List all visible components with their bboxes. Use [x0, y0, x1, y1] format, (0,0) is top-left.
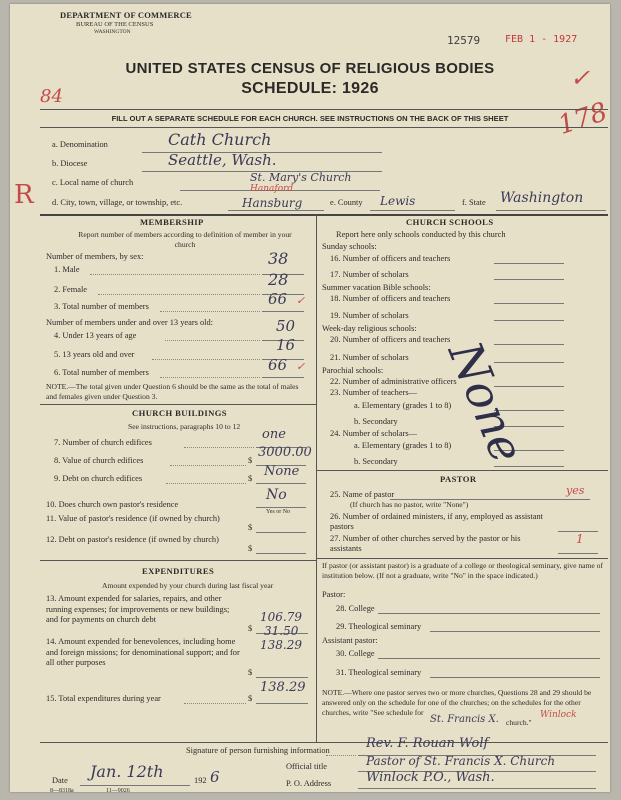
q23b-label: b. Secondary [354, 417, 398, 426]
q6-total-label: 6. Total number of members [54, 368, 149, 377]
city-label: d. City, town, village, or township, etc. [52, 198, 183, 207]
q1-male-label: 1. Male [54, 265, 80, 274]
q25-mark: yes [566, 484, 585, 497]
buildings-heading: CHURCH BUILDINGS [132, 408, 227, 418]
q9-debt-value: None [264, 464, 300, 479]
q12-residence-debt-label: 12. Debt on pastor's residence (if owned by church) [46, 535, 219, 544]
official-title-value: Pastor of St. Francis X. Church [366, 754, 556, 768]
expenditures-heading: EXPENDITURES [142, 566, 215, 576]
pastor-note-extra: Winlock [540, 710, 577, 720]
denomination-label: a. Denomination [52, 140, 108, 149]
parochial-schools-label: Parochial schools: [322, 366, 384, 375]
red-mark-r: R [14, 180, 34, 210]
diocese-label: b. Diocese [52, 159, 88, 168]
q13-running-expenses-label: 13. Amount expended for salaries, repairs, and other running expenses; for improvements or new buildings; and for payments on church debt [46, 594, 230, 624]
pastor-heading: PASTOR [440, 474, 477, 484]
date-label: Date [52, 776, 68, 785]
red-check-q3: ✓ [296, 294, 306, 307]
q14-value: 138.29 [260, 638, 302, 652]
q8-value-value: 3000.00 [258, 445, 312, 460]
q25-note: (If church has no pastor, write "None") [350, 500, 469, 509]
pastor-note-fill: St. Francis X. [430, 714, 499, 725]
schools-heading: CHURCH SCHOOLS [406, 217, 494, 227]
form-code: 8—8318a [50, 788, 74, 794]
q14-benevolences-label: 14. Amount expended for benevolences, including home and foreign missions; for denominational support; and for all other purposes [46, 637, 240, 667]
form-number: 12579 [447, 34, 481, 47]
q9-debt-label: 9. Debt on church edifices [54, 474, 143, 483]
members-by-sex-label: Number of members, by sex: [46, 252, 144, 261]
signature-label: Signature of person furnishing information [186, 746, 330, 755]
department-name: DEPARTMENT OF COMMERCE [60, 10, 192, 20]
pastor-note: NOTE.—Where one pastor serves two or more churches, Questions 28 and 29 should be answered only on the schedule for one of the churches; on the schedules for the other churches, write "See schedule for [322, 688, 592, 717]
red-check-q6: ✓ [296, 360, 306, 373]
q27-value: 1 [576, 532, 584, 546]
q7-edifices-label: 7. Number of church edifices [54, 438, 152, 447]
q26-label: 26. Number of ordained ministers, if any, employed as assistant pastors [330, 512, 543, 531]
pastor-note-end: church." [506, 718, 532, 727]
q19-label: 19. Number of scholars [330, 311, 409, 320]
signature-value: Rev. F. Rouan Wolf [366, 736, 489, 751]
summer-schools-label: Summer vacation Bible schools: [322, 283, 431, 292]
q20-label: 20. Number of officers and teachers [330, 335, 451, 344]
q10-residence-value: No [266, 487, 287, 503]
address-value: Winlock P.O., Wash. [366, 770, 495, 785]
received-stamp: FEB 1 - 1927 [505, 34, 578, 45]
yes-no-hint: Yes or No [266, 509, 291, 515]
q16-label: 16. Number of officers and teachers [330, 254, 451, 263]
membership-heading: MEMBERSHIP [140, 217, 204, 227]
q5-13-and-over-label: 5. 13 years old and over [54, 350, 135, 359]
q3-total-value: 66 [268, 290, 288, 308]
bureau-name: BUREAU OF THE CENSUS [76, 21, 154, 28]
q4-under-13-value: 50 [276, 317, 296, 335]
q23-label: 23. Number of teachers— [330, 388, 417, 397]
q29-label: 29. Theological seminary [336, 622, 422, 631]
q17-label: 17. Number of scholars [330, 270, 409, 279]
weekday-schools-label: Week-day religious schools: [322, 324, 417, 333]
denomination-value: Cath Church [168, 130, 272, 149]
q15-total-label: 15. Total expenditures during year [46, 694, 161, 703]
q25-label: 25. Name of pastor [330, 490, 395, 499]
q2-female-label: 2. Female [54, 285, 88, 294]
q24-label: 24. Number of scholars— [330, 429, 417, 438]
membership-note: NOTE.—The total given under Question 6 should be the same as the total of males and females given under Question 3. [46, 382, 299, 401]
q28-label: 28. College [336, 604, 375, 613]
census-schedule-sheet: DEPARTMENT OF COMMERCE BUREAU OF THE CENSUS WASHINGTON 12579 FEB 1 - 1927 UNITED STATES CENSUS OF RELIGIOUS BODIES SCHEDULE: 1926 84 178 ✓ R FILL OUT A SEPARATE SCHEDULE FOR EACH CHURCH. SEE INSTRUCTIONS ON THE BACK OF THIS SHEET a. Denomination Cath Church b. Diocese Seattle, Wash. c. Local name of church St. Mary's Church d. City, town, village, or township, etc. Hansburg Hanaford e. County Lewis f. State Washington MEMBERSHIP Report number of members according to definition of member in your church Number of members, by sex: 1. Male 38 2. Female 28 3. Total number of members 66 ✓ Number of members under and over 13 years old: 4. Under 13 years of age 50 5. 13 years old and over 16 6. Total number of members 66 ✓ NOTE.—The total given under Question 6 should be the same as the total of males and females given under Question 3. CHURCH BUILDINGS See instructions, paragraphs 10 to 12 7. Number of church edifices one 8. Value of church edifices $ 3000.00 9. Debt on church edifices $ None 10. Does church own pastor's residence No Yes or No 11. Value of pastor's residence (if owned by church) $ 12. Debt on pastor's residence (if owned by church) $ EXPENDITURES Amount expended by your church during last fiscal year 13. Amount expended for salaries, repairs, and other running expenses; for improvements or new buildings; and for payments on church debt $ 106.79 31.50 14. Amount expended for benevolences, including home and foreign missions; for denominational support; and for all other purposes $ 138.29 15. Total expenditures during year $ 138.29 CHURCH SCHOOLS Report here only schools conducted by this church Sunday schools: 16. Number of officers and teachers 17. Number of scholars Summer vacation Bible schools: 18. Number of officers and teachers 19. Number of scholars Week-day religious schools: 20. Number of officers and teachers 21. Number of scholars Parochial schools: 22. Number of administrative officers 23. Number of teachers— a. Elementary (grades 1 to 8) b. Secondary 24. Number of scholars— a. Elementary (grades 1 to 8) b. Secondary None PASTOR 25. Name of pastor (If church has no pastor, write "None") yes 26. Number of ordained ministers, if any, employed as assistant pastors 27. Number of other churches served by the pastor or his assistants 1 If pastor (or assistant pastor) is a graduate of a college or theological seminary, give name of institution below. (If not a graduate, write "No" in the space indicated.) Pastor: 28. College 29. Theological seminary Assistant pastor: 30. College 31. Theological seminary NOTE.—Where one pastor serves two or more churches, Questions 28 and 29 should be answered only on the schedule for one of the churches; on the schedules for the other churches, write "See schedule for St. Francis X. church." Winlock Signature of person furnishing information Rev. F. Rouan Wolf Official title Pastor of St. Francis X. Church P. O. Address Winlock P.O., Wash. Date Jan. 12th 192 6 8—8318a 11—9026 [10, 4, 610, 792]
schools-none-mark: None [437, 334, 535, 470]
local-name-label: c. Local name of church [52, 178, 134, 187]
q4-under-13-label: 4. Under 13 years of age [54, 331, 137, 340]
q30-label: 30. College [336, 649, 375, 658]
state-label: f. State [462, 198, 486, 207]
buildings-intro: See instructions, paragraphs 10 to 12 [128, 422, 241, 431]
members-by-age-label: Number of members under and over 13 years old: [46, 318, 213, 327]
county-label: e. County [330, 198, 363, 207]
city-correction: Hanaford [250, 184, 294, 194]
form-title: UNITED STATES CENSUS OF RELIGIOUS BODIES [125, 60, 495, 77]
year-prefix: 192 [194, 776, 207, 785]
graduate-note: If pastor (or assistant pastor) is a graduate of a college or theological seminary, give name of institution below. (If not a graduate, write "No" in the space indicated.) [322, 561, 604, 580]
red-mark-84: 84 [40, 86, 63, 107]
state-value: Washington [500, 190, 584, 206]
q6-total-value: 66 [268, 356, 288, 374]
q11-residence-value-label: 11. Value of pastor's residence (if owned by church) [46, 514, 220, 523]
q21-label: 21. Number of scholars [330, 353, 409, 362]
city-value: Hansburg [242, 196, 303, 210]
q2-female-value: 28 [268, 270, 289, 289]
q15-total-value: 138.29 [260, 680, 306, 695]
q5-13-and-over-value: 16 [276, 336, 296, 354]
diocese-value: Seattle, Wash. [168, 151, 277, 169]
pastor-sub-label: Pastor: [322, 590, 346, 599]
county-value: Lewis [380, 194, 416, 208]
official-title-label: Official title [286, 762, 328, 771]
q10-residence-label: 10. Does church own pastor's residence [46, 500, 179, 509]
q24a-label: a. Elementary (grades 1 to 8) [354, 441, 452, 450]
q8-value-label: 8. Value of church edifices [54, 456, 144, 465]
q13-value-2: 31.50 [264, 624, 299, 638]
instruction-line: FILL OUT A SEPARATE SCHEDULE FOR EACH CHURCH. SEE INSTRUCTIONS ON THE BACK OF THIS SHEET [111, 114, 509, 123]
q31-label: 31. Theological seminary [336, 668, 422, 677]
q24b-label: b. Secondary [354, 457, 398, 466]
membership-intro: Report number of members according to definition of member in your church [78, 230, 292, 249]
q18-label: 18. Number of officers and teachers [330, 294, 451, 303]
q3-total-label: 3. Total number of members [54, 302, 149, 311]
schools-intro: Report here only schools conducted by this church [336, 230, 506, 239]
form-code-2: 11—9026 [106, 788, 130, 794]
q1-male-value: 38 [268, 249, 289, 268]
q13-value: 106.79 [260, 610, 302, 624]
red-check-mark: ✓ [570, 64, 591, 92]
q23a-label: a. Elementary (grades 1 to 8) [354, 401, 452, 410]
schedule-title: SCHEDULE: 1926 [241, 80, 379, 97]
year-digit: 6 [210, 768, 220, 786]
address-label: P. O. Address [286, 779, 332, 788]
q22-label: 22. Number of administrative officers [330, 377, 457, 386]
q7-edifices-value: one [262, 427, 286, 442]
expenditures-intro: Amount expended by your church during last fiscal year [102, 581, 274, 590]
local-name-value: St. Mary's Church [250, 171, 352, 184]
date-value: Jan. 12th [90, 762, 164, 781]
assistant-pastor-label: Assistant pastor: [322, 636, 378, 645]
sunday-schools-label: Sunday schools: [322, 242, 377, 251]
red-mark-178: 178 [554, 97, 612, 141]
q27-label: 27. Number of other churches served by the pastor or his assistants [330, 534, 521, 553]
city-name: WASHINGTON [94, 29, 131, 35]
